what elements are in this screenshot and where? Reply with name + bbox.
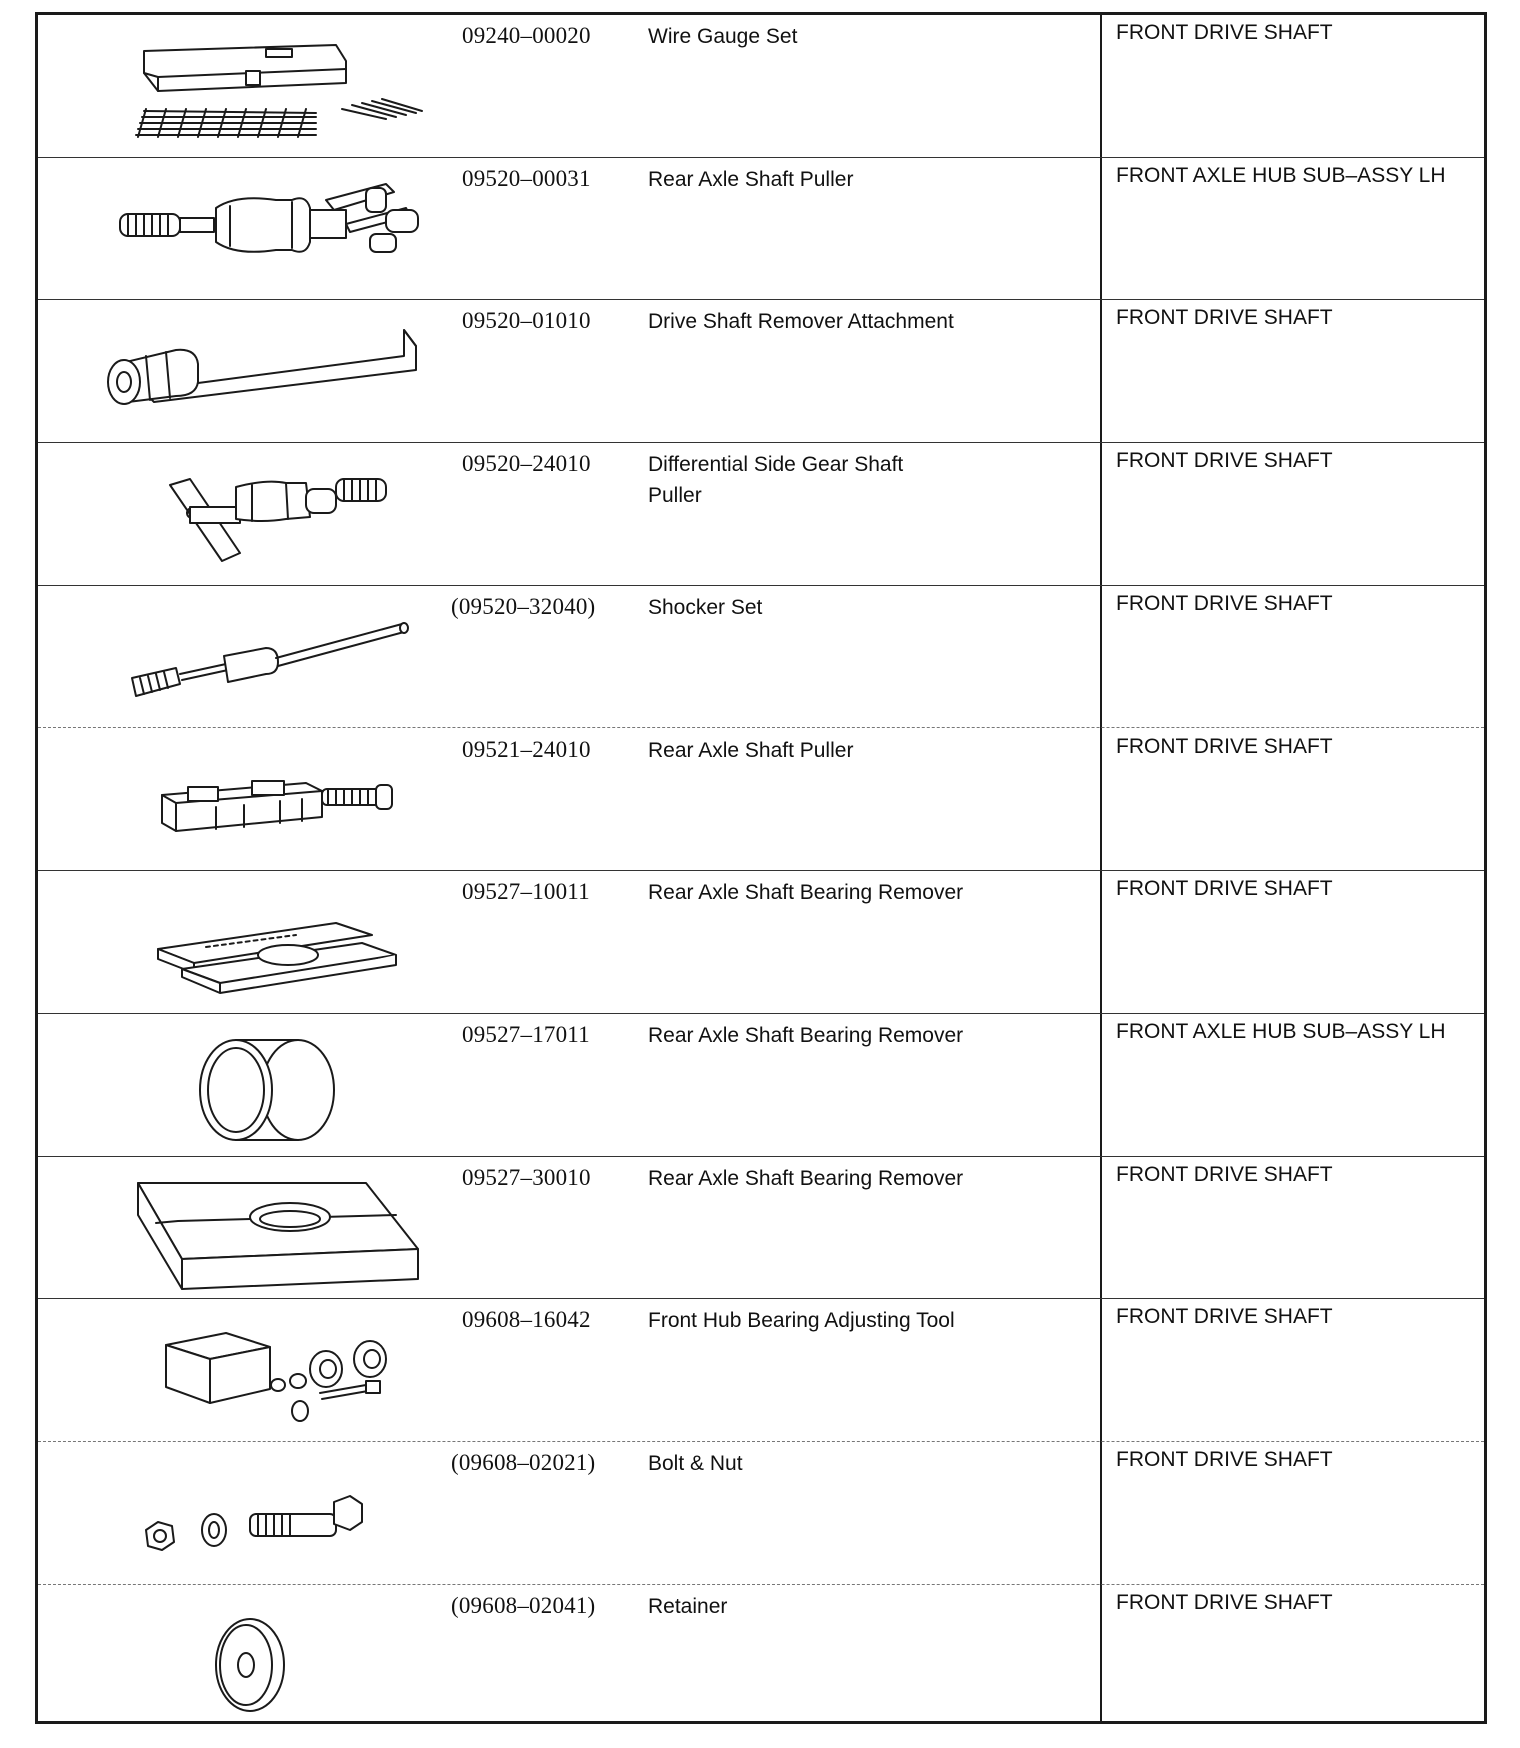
table-row xyxy=(38,1014,1484,1157)
side-gear-shaft-puller-icon xyxy=(66,449,436,579)
table-row xyxy=(38,443,1484,586)
part-number: (09608–02041) xyxy=(451,1592,596,1618)
tool-name: Rear Axle Shaft Bearing Remover xyxy=(648,881,964,905)
reference-section: FRONT DRIVE SHAFT xyxy=(1116,734,1333,758)
tool-name: Drive Shaft Remover Attachment xyxy=(648,310,954,334)
wire-gauge-set-icon xyxy=(66,21,436,151)
reference-section: FRONT DRIVE SHAFT xyxy=(1116,1590,1333,1614)
part-number: 09527–10011 xyxy=(462,879,590,905)
special-service-tools-table xyxy=(35,12,1487,1724)
table-row xyxy=(38,1442,1484,1585)
part-number: 09521–24010 xyxy=(462,736,591,762)
reference-section: FRONT DRIVE SHAFT xyxy=(1116,1448,1333,1471)
tool-name: Wire Gauge Set xyxy=(648,25,798,48)
part-number: 09240–00020 xyxy=(462,23,591,48)
axle-puller-frame-icon xyxy=(66,735,436,865)
table-row xyxy=(38,1157,1484,1300)
retainer-washer-icon xyxy=(66,1591,436,1721)
tool-name: Retainer xyxy=(648,1594,728,1618)
table-row xyxy=(38,729,1484,872)
bolt-nut-icon xyxy=(66,1448,436,1578)
reference-section: FRONT DRIVE SHAFT xyxy=(1116,449,1333,473)
reference-section: FRONT DRIVE SHAFT xyxy=(1116,877,1333,901)
reference-section: FRONT AXLE HUB SUB–ASSY LH xyxy=(1116,1019,1446,1043)
remover-attachment-icon xyxy=(66,306,436,436)
tool-name: Shocker Set xyxy=(648,595,763,619)
reference-section: FRONT DRIVE SHAFT xyxy=(1116,306,1333,330)
table-row xyxy=(38,158,1484,301)
part-number: 09520–24010 xyxy=(462,451,591,477)
part-number: 09527–17011 xyxy=(462,1021,590,1047)
shocker-set-icon xyxy=(66,592,436,722)
tool-name: Differential Side Gear Shaft Puller xyxy=(648,453,904,508)
tool-name: Rear Axle Shaft Bearing Remover xyxy=(648,1166,964,1190)
part-number: 09520–00031 xyxy=(462,165,591,191)
reference-section: FRONT DRIVE SHAFT xyxy=(1116,591,1333,615)
reference-section: FRONT DRIVE SHAFT xyxy=(1116,1162,1333,1186)
split-block-icon xyxy=(66,1163,436,1293)
table-row xyxy=(38,15,1484,158)
tool-name: Front Hub Bearing Adjusting Tool xyxy=(648,1309,955,1333)
table-row xyxy=(38,300,1484,443)
part-number: 09527–30010 xyxy=(462,1164,591,1190)
reference-section: FRONT DRIVE SHAFT xyxy=(1116,21,1333,44)
hub-adjusting-kit-icon xyxy=(66,1305,436,1435)
table-row xyxy=(38,586,1484,729)
tool-name: Rear Axle Shaft Puller xyxy=(648,738,854,762)
rear-axle-shaft-puller-icon xyxy=(66,164,436,294)
bearing-cup-icon xyxy=(66,1020,436,1150)
part-number: (09520–32040) xyxy=(451,593,596,619)
part-number: 09608–16042 xyxy=(462,1307,591,1333)
reference-section: FRONT AXLE HUB SUB–ASSY LH xyxy=(1116,163,1446,187)
table-row xyxy=(38,871,1484,1014)
part-number: 09520–01010 xyxy=(462,308,591,334)
table-row xyxy=(38,1299,1484,1442)
part-number: (09608–02021) xyxy=(451,1450,596,1475)
tool-name: Rear Axle Shaft Bearing Remover xyxy=(648,1023,964,1047)
reference-section: FRONT DRIVE SHAFT xyxy=(1116,1305,1333,1329)
split-plate-icon xyxy=(66,877,436,1007)
table-row xyxy=(38,1585,1484,1728)
tool-name: Bolt & Nut xyxy=(648,1452,743,1475)
tool-name: Rear Axle Shaft Puller xyxy=(648,167,854,191)
